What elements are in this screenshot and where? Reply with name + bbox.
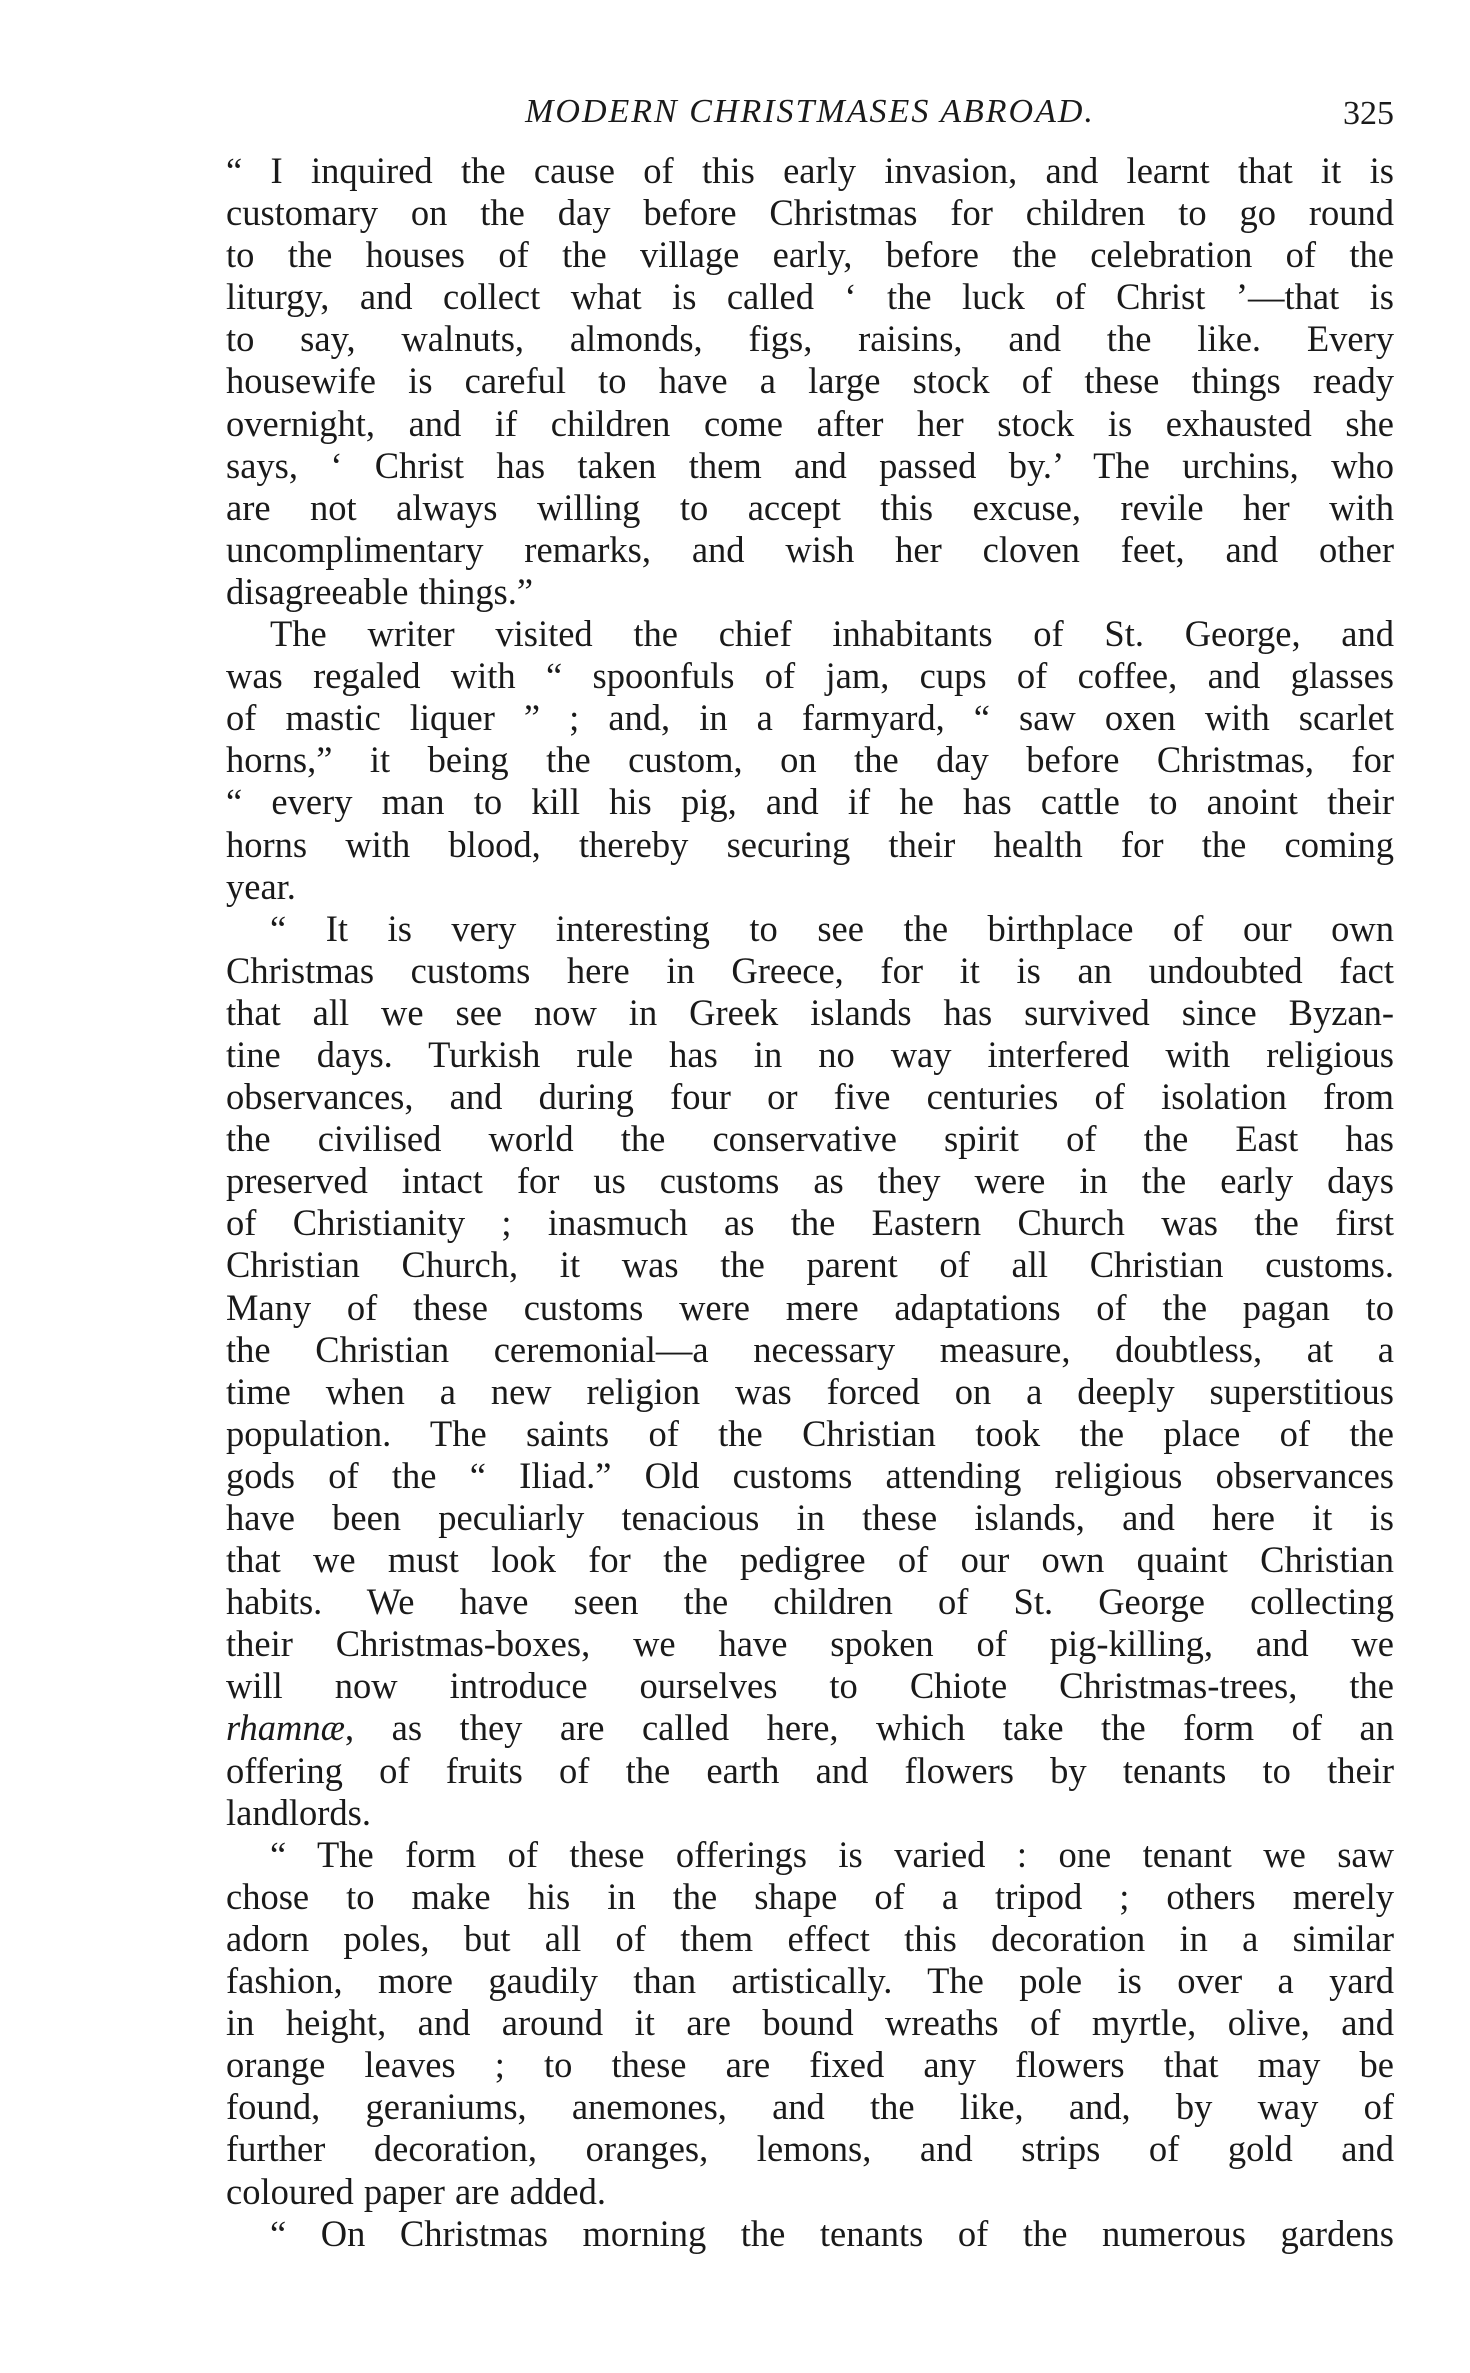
text-line: gods of the “ Iliad.” Old customs attending religious observances bbox=[226, 1454, 1394, 1496]
page-number: 325 bbox=[1343, 95, 1394, 132]
text-line: horns,” it being the custom, on the day before Christmas, for bbox=[226, 739, 1394, 781]
text-line: fashion, more gaudily than artistically. The pole is over a yard bbox=[226, 1960, 1394, 2002]
text-line: adorn poles, but all of them effect this decoration in a similar bbox=[226, 1917, 1394, 1959]
text-line: to the houses of the village early, before the celebration of the bbox=[226, 234, 1394, 276]
text-line: “ every man to kill his pig, and if he has cattle to anoint their bbox=[226, 781, 1394, 823]
text-line: housewife is careful to have a large stock of these things ready bbox=[226, 360, 1394, 402]
text-line: observances, and during four or five centuries of isolation from bbox=[226, 1076, 1394, 1118]
text-line: Christmas customs here in Greece, for it is an undoubted fact bbox=[226, 949, 1394, 991]
book-page bbox=[226, 88, 1394, 2255]
text-line: landlords. bbox=[226, 1791, 371, 1833]
text-line: population. The saints of the Christian took the place of the bbox=[226, 1412, 1394, 1454]
text-line: horns with blood, thereby securing their health for the coming bbox=[226, 823, 1394, 865]
text-line: year. bbox=[226, 865, 296, 907]
text-line: of mastic liquer ” ; and, in a farmyard, “ saw oxen with scarlet bbox=[226, 697, 1394, 739]
body-text bbox=[226, 150, 1394, 2255]
text-line: the civilised world the conservative spirit of the East has bbox=[226, 1118, 1394, 1160]
text-line: will now introduce ourselves to Chiote Christmas-trees, the bbox=[226, 1665, 1394, 1707]
text-line: “ It is very interesting to see the birthplace of our own bbox=[270, 907, 1394, 949]
text-line: preserved intact for us customs as they were in the early days bbox=[226, 1160, 1394, 1202]
text-line: time when a new religion was forced on a deeply superstitious bbox=[226, 1370, 1394, 1412]
text-line: the Christian ceremonial—a necessary measure, doubtless, at a bbox=[226, 1328, 1394, 1370]
text-line: overnight, and if children come after her stock is exhausted she bbox=[226, 402, 1394, 444]
text-line: offering of fruits of the earth and flowers by tenants to their bbox=[226, 1749, 1394, 1791]
text-line: that all we see now in Greek islands has survived since Byzan- bbox=[226, 991, 1394, 1033]
text-line: chose to make his in the shape of a tripod ; others merely bbox=[226, 1875, 1394, 1917]
italic-term: rhamnæ bbox=[226, 1707, 345, 1749]
text-line: their Christmas-boxes, we have spoken of pig-killing, and we bbox=[226, 1623, 1394, 1665]
text-line: uncomplimentary remarks, and wish her cloven feet, and other bbox=[226, 528, 1394, 570]
text-line: Christian Church, it was the parent of all Christian customs. bbox=[226, 1244, 1394, 1286]
text-line: of Christianity ; inasmuch as the Eastern Church was the first bbox=[226, 1202, 1394, 1244]
text-line: are not always willing to accept this excuse, revile her with bbox=[226, 486, 1394, 528]
text-line: “ I inquired the cause of this early invasion, and learnt that it is bbox=[226, 150, 1394, 191]
text-line: “ The form of these offerings is varied : one tenant we saw bbox=[270, 1833, 1394, 1875]
text-line: that we must look for the pedigree of our own quaint Christian bbox=[226, 1539, 1394, 1581]
text-line: The writer visited the chief inhabitants of St. George, and bbox=[270, 613, 1394, 655]
text-line: further decoration, oranges, lemons, and strips of gold and bbox=[226, 2128, 1394, 2170]
text-line: habits. We have seen the children of St. George collecting bbox=[226, 1581, 1394, 1623]
text-line: tine days. Turkish rule has in no way interfered with religious bbox=[226, 1033, 1394, 1075]
text-line: disagreeable things.” bbox=[226, 570, 534, 612]
text-line: to say, walnuts, almonds, figs, raisins, and the like. Every bbox=[226, 318, 1394, 360]
text-line: found, geraniums, anemones, and the like, and, by way of bbox=[226, 2086, 1394, 2128]
text-line: orange leaves ; to these are fixed any flowers that may be bbox=[226, 2044, 1394, 2086]
text-line: Many of these customs were mere adaptations of the pagan to bbox=[226, 1286, 1394, 1328]
running-head: MODERN CHRISTMASES ABROAD. bbox=[525, 93, 1095, 130]
text-line: was regaled with “ spoonfuls of jam, cups of coffee, and glasses bbox=[226, 655, 1394, 697]
text-line: liturgy, and collect what is called ‘ the luck of Christ ’—that is bbox=[226, 276, 1394, 318]
text-line: rhamnæ, as they are called here, which take the form of an bbox=[226, 1707, 1394, 1749]
text-line: customary on the day before Christmas for children to go round bbox=[226, 192, 1394, 234]
text-line: have been peculiarly tenacious in these islands, and here it is bbox=[226, 1497, 1394, 1538]
text-line: “ On Christmas morning the tenants of the numerous gardens bbox=[270, 2212, 1394, 2254]
text-line: in height, and around it are bound wreaths of myrtle, olive, and bbox=[226, 2002, 1394, 2044]
text-line: says, ‘ Christ has taken them and passed by.’ The urchins, who bbox=[226, 444, 1394, 486]
text-line: coloured paper are added. bbox=[226, 2170, 606, 2212]
page-header bbox=[226, 88, 1394, 150]
